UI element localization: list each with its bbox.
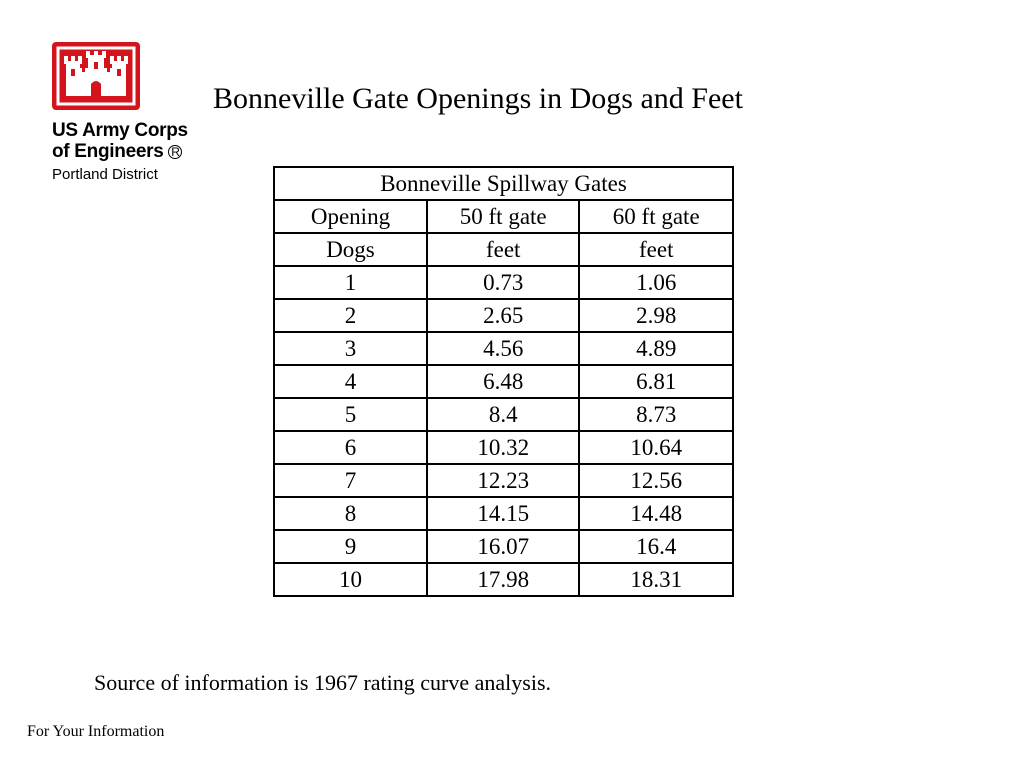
column-header-opening: Opening (274, 200, 427, 233)
table-row (274, 530, 733, 563)
table-row (274, 563, 733, 596)
logo-org-line1: US Army Corps (52, 120, 188, 141)
table-row (274, 398, 733, 431)
cell-dogs: 6 (274, 431, 427, 464)
cell-50ft: 16.07 (427, 530, 580, 563)
source-note: Source of information is 1967 rating curve analysis. (94, 670, 552, 695)
unit-feet-50ft: feet (427, 233, 580, 266)
usace-logo (52, 42, 212, 185)
logo-org-line2-text: of Engineers (52, 141, 164, 162)
cell-dogs: 5 (274, 398, 427, 431)
cell-50ft: 8.4 (427, 398, 580, 431)
cell-60ft: 16.4 (579, 530, 733, 563)
cell-dogs: 9 (274, 530, 427, 563)
cell-60ft: 1.06 (579, 266, 733, 299)
logo-district: Portland District (52, 166, 158, 183)
castle-logo-badge (52, 42, 140, 110)
footer-note: For Your Information (27, 723, 165, 740)
cell-dogs: 7 (274, 464, 427, 497)
cell-dogs: 4 (274, 365, 427, 398)
page-title: Bonneville Gate Openings in Dogs and Feet (213, 82, 743, 115)
table-row (274, 497, 733, 530)
cell-dogs: 3 (274, 332, 427, 365)
cell-50ft: 0.73 (427, 266, 580, 299)
unit-dogs: Dogs (274, 233, 427, 266)
table-row (274, 365, 733, 398)
cell-50ft: 2.65 (427, 299, 580, 332)
cell-50ft: 17.98 (427, 563, 580, 596)
logo-org-line2 (52, 141, 212, 162)
table-row (274, 266, 733, 299)
registered-mark-icon: R (168, 145, 182, 159)
table-units-row (274, 233, 733, 266)
table-row (274, 299, 733, 332)
cell-dogs: 8 (274, 497, 427, 530)
cell-50ft: 14.15 (427, 497, 580, 530)
cell-60ft: 14.48 (579, 497, 733, 530)
unit-feet-60ft: feet (579, 233, 733, 266)
table-caption: Bonneville Spillway Gates (274, 167, 733, 200)
table-row (274, 332, 733, 365)
cell-60ft: 8.73 (579, 398, 733, 431)
spillway-gates-table (273, 166, 734, 597)
table-row (274, 431, 733, 464)
table-header-row (274, 200, 733, 233)
table-caption-row (274, 167, 733, 200)
table-row (274, 464, 733, 497)
cell-dogs: 10 (274, 563, 427, 596)
cell-50ft: 4.56 (427, 332, 580, 365)
cell-dogs: 1 (274, 266, 427, 299)
castle-icon (52, 42, 140, 110)
column-header-60ft-gate: 60 ft gate (579, 200, 733, 233)
cell-50ft: 12.23 (427, 464, 580, 497)
cell-60ft: 6.81 (579, 365, 733, 398)
cell-60ft: 4.89 (579, 332, 733, 365)
cell-60ft: 18.31 (579, 563, 733, 596)
cell-60ft: 2.98 (579, 299, 733, 332)
cell-dogs: 2 (274, 299, 427, 332)
column-header-50ft-gate: 50 ft gate (427, 200, 580, 233)
cell-60ft: 12.56 (579, 464, 733, 497)
cell-50ft: 6.48 (427, 365, 580, 398)
cell-50ft: 10.32 (427, 431, 580, 464)
cell-60ft: 10.64 (579, 431, 733, 464)
